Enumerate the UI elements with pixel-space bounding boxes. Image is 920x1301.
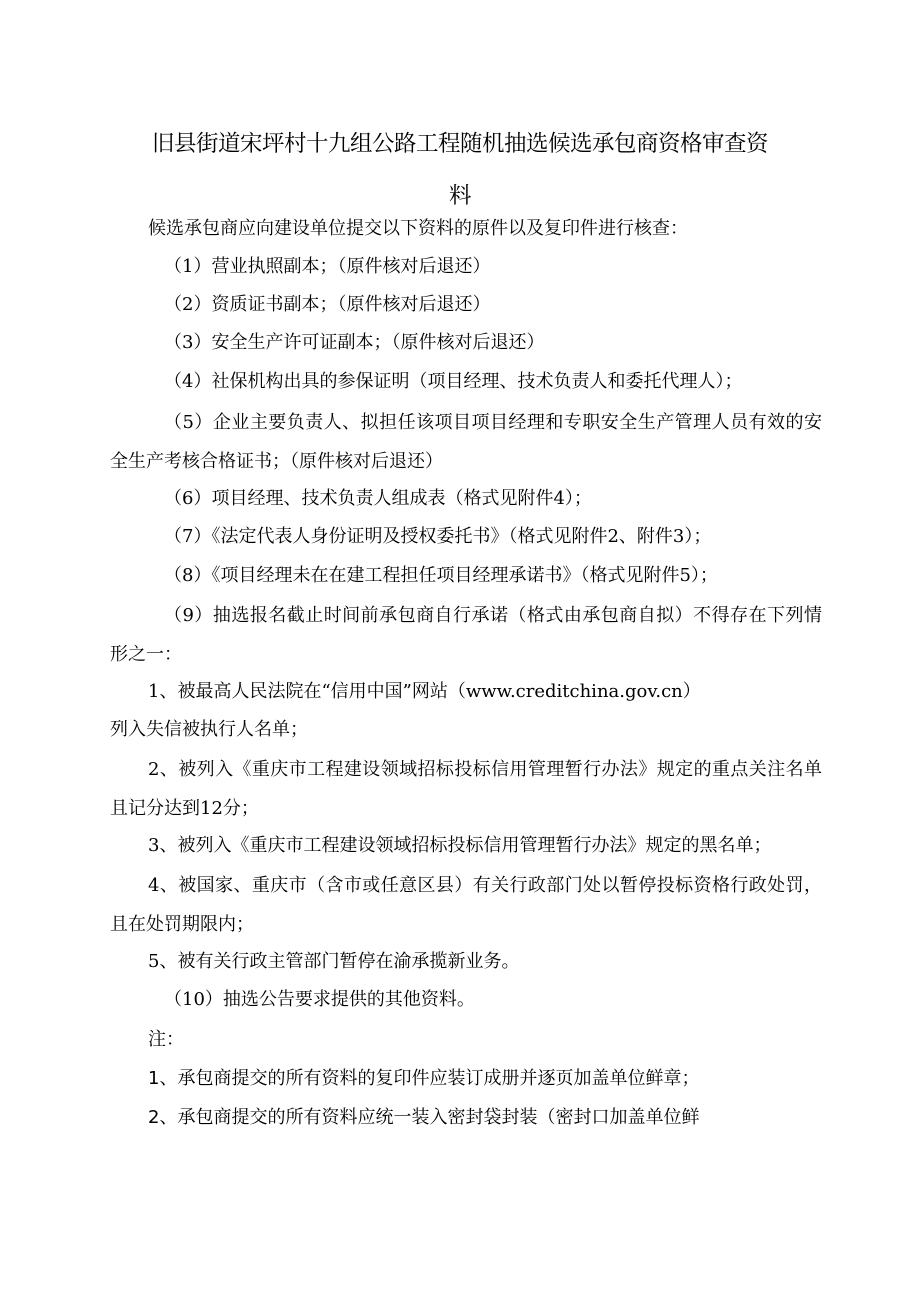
item-3: （3）安全生产许可证副本；（原件核对后退还）: [164, 332, 545, 353]
item-9: （9）抽选报名截止时间前承包商自行承诺（格式由承包商自拟）不得存在下列情形之一：: [110, 605, 822, 665]
item-5: （5）企业主要负责人、拟担任该项目项目经理和专职安全生产管理人员有效的安全生产考核合格证书；（原件核对后退还）: [110, 412, 822, 472]
note-label: 注：: [148, 1029, 184, 1050]
item-7: （7）《法定代表人身份证明及授权委托书》（格式见附件2、附件3）；: [164, 526, 712, 547]
item-8: （8）《项目经理未在在建工程担任项目经理承诺书》（格式见附件5）；: [164, 565, 718, 586]
item-6: （6）项目经理、技术负责人组成表（格式见附件4）；: [164, 488, 592, 509]
condition-5: 5、被有关行政主管部门暂停在渝承揽新业务。: [148, 951, 520, 972]
condition-4: 4、被国家、重庆市（含市或任意区县）有关行政部门处以暂停投标资格行政处罚，且在处罚期限内；: [110, 875, 822, 935]
note-1: 1、承包商提交的所有资料的复印件应装订成册并逐页加盖单位鲜章；: [148, 1068, 700, 1089]
title-line-1: 旧县街道宋坪村十九组公路工程随机抽选候选承包商资格审查资: [151, 131, 768, 157]
item-4: （4）社保机构出具的参保证明（项目经理、技术负责人和委托代理人）；: [164, 371, 743, 392]
document-title: [110, 118, 810, 222]
item-1: （1）营业执照副本；（原件核对后退还）: [164, 256, 491, 277]
item-2: （2）资质证书副本；（原件核对后退还）: [164, 294, 491, 315]
note-2: 2、承包商提交的所有资料应统一装入密封袋封装（密封口加盖单位鲜: [148, 1107, 700, 1128]
title-line-2: 料: [448, 183, 471, 209]
condition-2: 2、被列入《重庆市工程建设领域招标投标信用管理暂行办法》规定的重点关注名单且记分达到12分；: [110, 759, 822, 819]
intro-paragraph: 候选承包商应向建设单位提交以下资料的原件以及复印件进行核查：: [148, 218, 688, 239]
condition-3: 3、被列入《重庆市工程建设领域招标投标信用管理暂行办法》规定的黑名单；: [148, 835, 772, 856]
condition-1: 1、被最高人民法院在“信用中国”网站（www.creditchina.gov.cn）: [148, 681, 701, 702]
item-10: （10）抽选公告要求提供的其他资料。: [164, 989, 475, 1010]
condition-1-cont: 列入失信被执行人名单；: [110, 719, 308, 740]
